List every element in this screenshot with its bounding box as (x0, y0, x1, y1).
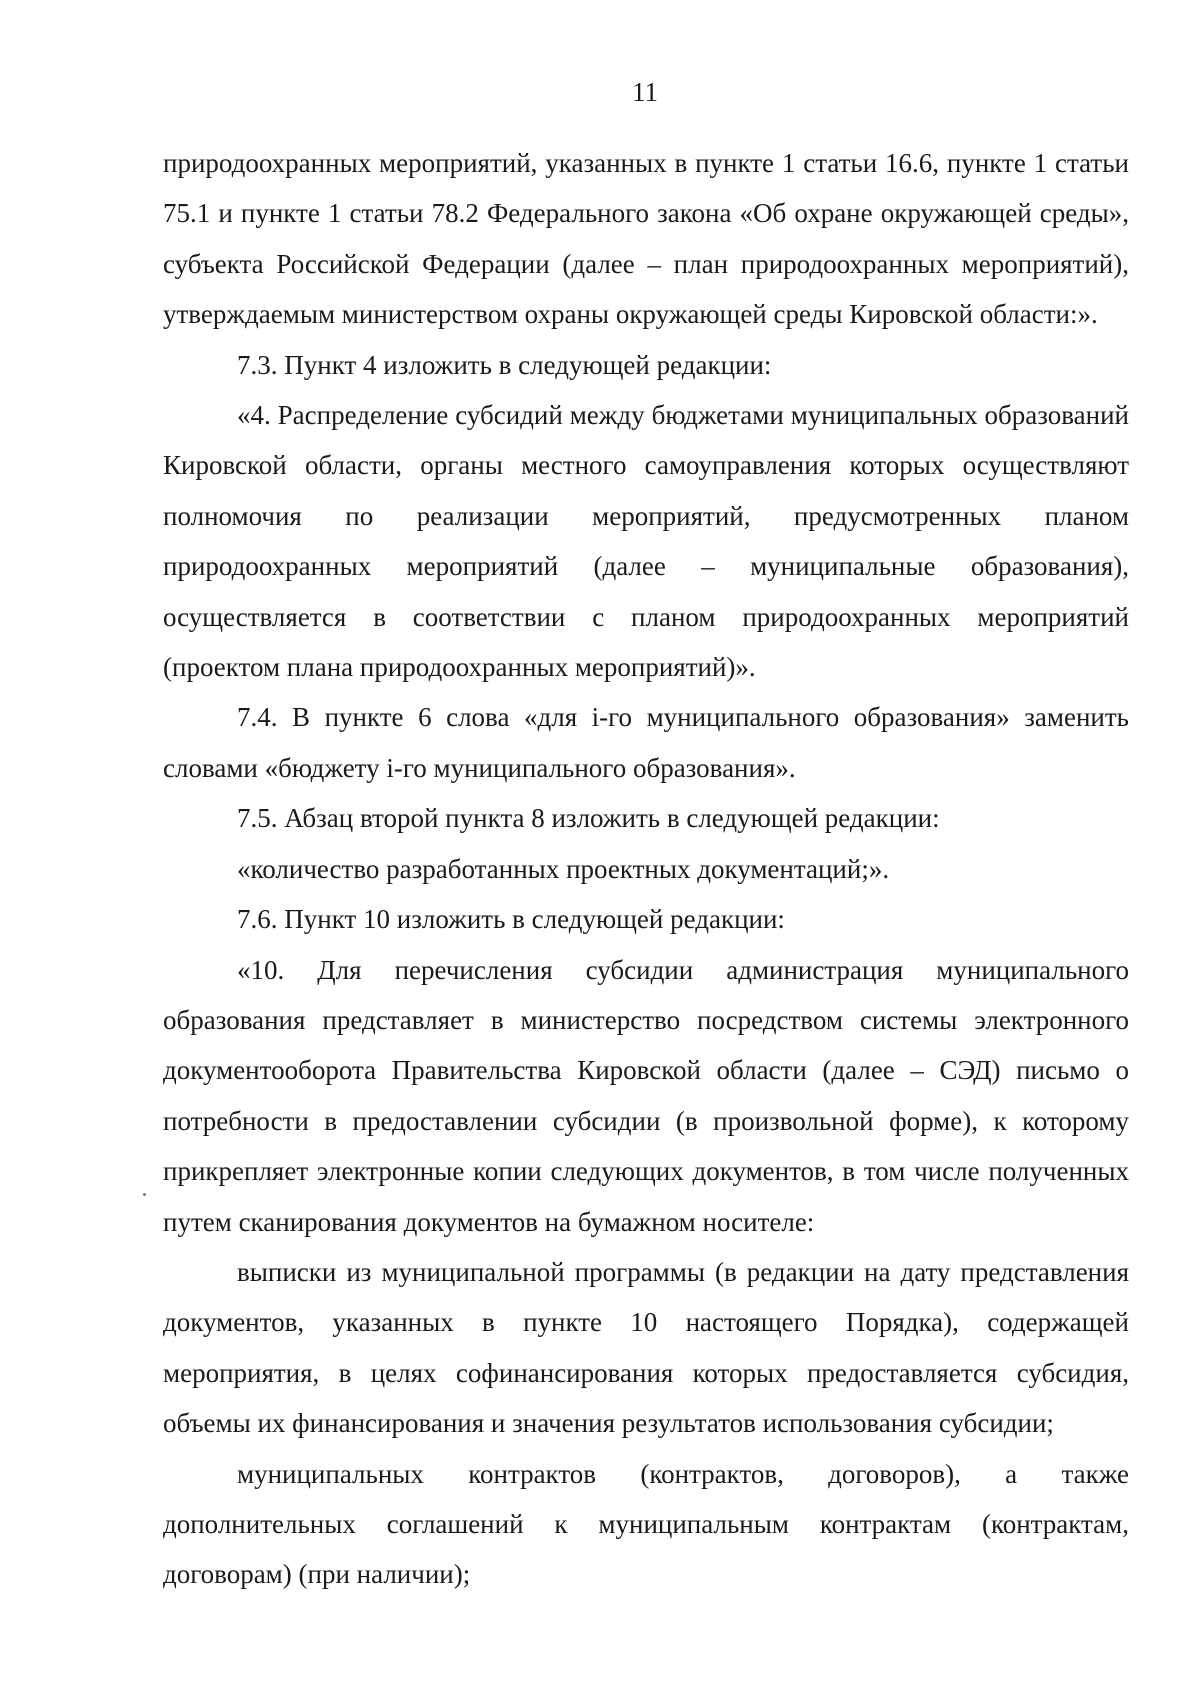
paragraph-7-3: 7.3. Пункт 4 изложить в следующей редакции: (237, 349, 772, 380)
page-number: 11 (632, 77, 658, 107)
paragraph-7-4: 7.4. В пункте 6 слова «для i-го муниципального образования» заменить словами «бюджету i-го муниципального образования». (163, 702, 1129, 783)
scan-speck (143, 1193, 146, 1196)
paragraph-point-4: «4. Распределение субсидий между бюджетами муниципальных образований Кировской области, органы местного самоуправления которых осуществляют полномочия по реализации мероприятий, предусмотренных планом природоохранных мероприятий (далее – муниципальные образования), осуществляется в соответствии с планом природоохранных мероприятий (проектом плана природоохранных мероприятий)». (163, 400, 1129, 683)
paragraph-continuation: природоохранных мероприятий, указанных в пункте 1 статьи 16.6, пункте 1 статьи 75.1 и пункте 1 статьи 78.2 Федерального закона «Об охране окружающей среды», субъекта Российской Федерации (далее – план природоохранных мероприятий), утверждаемым министерством охраны окружающей среды Кировской области:». (163, 148, 1129, 330)
document-body (163, 138, 1129, 1600)
paragraph-extracts: выписки из муниципальной программы (в редакции на дату представления документов, указанных в пункте 10 настоящего Порядка), содержащей мероприятия, в целях софинансирования которых предоставляется субсидия, объемы их финансирования и значения результатов использования субсидии; (163, 1256, 1129, 1439)
paragraph-7-6: 7.6. Пункт 10 изложить в следующей редакции: (237, 904, 785, 935)
paragraph-7-5: 7.5. Абзац второй пункта 8 изложить в следующей редакции: (237, 803, 940, 834)
paragraph-point-8-text: «количество разработанных проектных документаций;». (237, 853, 890, 884)
paragraph-contracts: муниципальных контрактов (контрактов, договоров), а также дополнительных соглашений к муниципальным контрактам (контрактам, договорам) (при наличии); (163, 1458, 1129, 1590)
paragraph-point-10: «10. Для перечисления субсидии администрация муниципального образования представляет в министерство посредством системы электронного документооборота Правительства Кировской области (далее – СЭД) письмо о потребности в предоставлении субсидии (в произвольной форме), к которому прикрепляет электронные копии следующих документов, в том числе полученных путем сканирования документов на бумажном носителе: (163, 954, 1129, 1237)
